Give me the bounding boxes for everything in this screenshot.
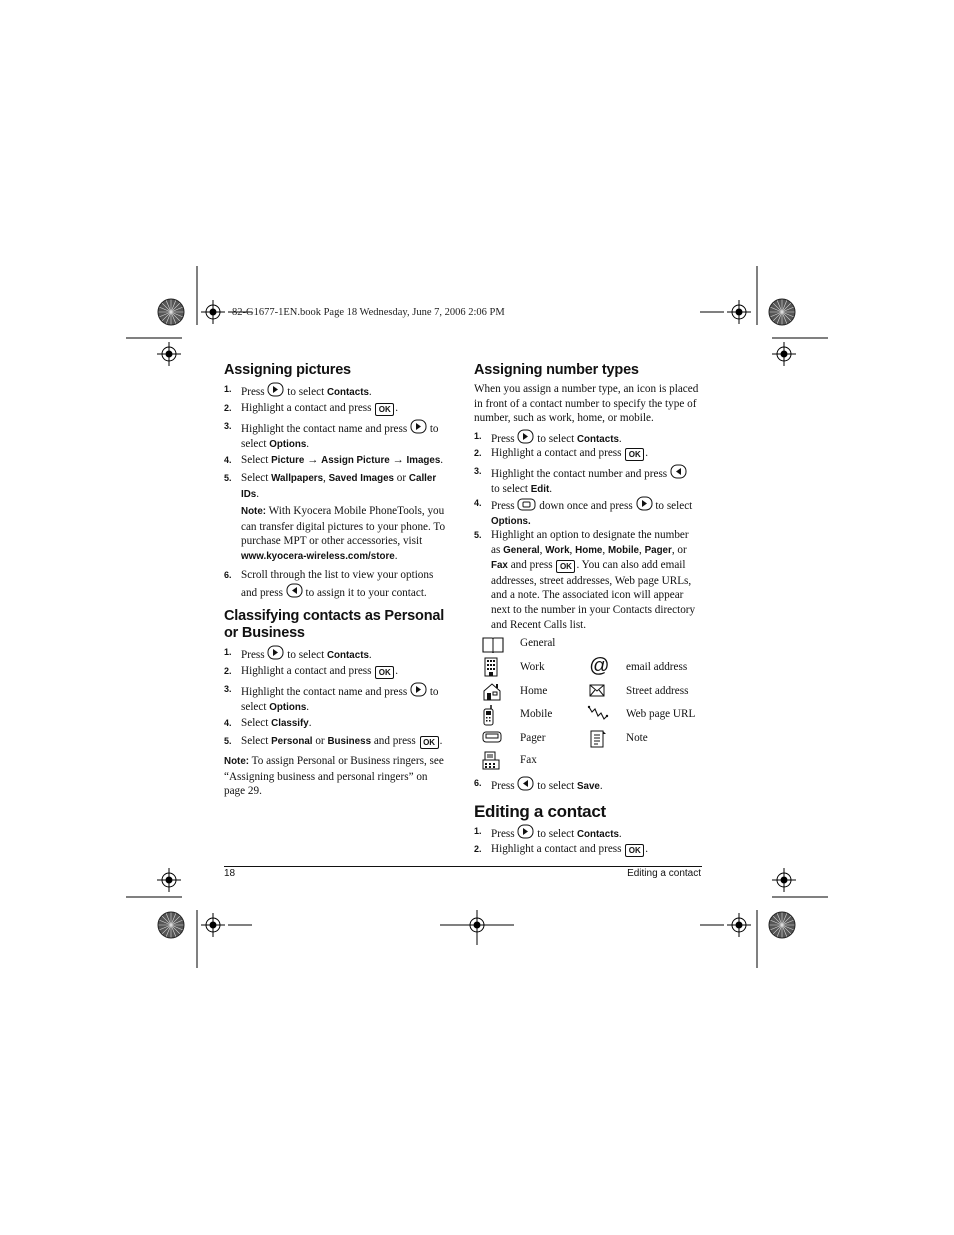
section-title-editing-contact: Editing a contact bbox=[474, 802, 606, 821]
step-number: 1. bbox=[224, 384, 232, 394]
registration-cross-icon bbox=[201, 300, 225, 324]
icon-label-work: Work bbox=[520, 661, 545, 673]
pager-icon bbox=[482, 730, 502, 744]
ok-key-icon: OK bbox=[420, 736, 439, 749]
step-4: 4. Press down once and press to select Options. bbox=[474, 498, 693, 527]
kyocera-store-link[interactable]: www.kyocera-wireless.com/store bbox=[241, 550, 395, 562]
right-softkey-icon bbox=[267, 382, 284, 397]
note-block: Note: To assign Personal or Business ringers, see “Assigning business and personal ringers” on page 29. bbox=[224, 755, 444, 798]
section-title-classifying: Classifying contacts as Personal or Business bbox=[224, 608, 445, 641]
registration-cross-icon bbox=[157, 342, 181, 366]
step-3: 3. Highlight the contact name and press to select Options. bbox=[224, 421, 439, 450]
note-icon bbox=[589, 729, 607, 749]
left-softkey-icon bbox=[670, 464, 687, 479]
right-softkey-icon bbox=[410, 419, 427, 434]
right-softkey-icon bbox=[267, 645, 284, 660]
registration-cross-icon bbox=[772, 342, 796, 366]
right-softkey-icon bbox=[410, 682, 427, 697]
registration-cross-icon bbox=[157, 868, 181, 892]
icon-label-pager: Pager bbox=[520, 732, 546, 744]
email-icon bbox=[588, 656, 610, 676]
icon-label-fax: Fax bbox=[520, 754, 537, 766]
icon-label-mobile: Mobile bbox=[520, 708, 553, 720]
registration-star-icon bbox=[158, 912, 184, 938]
footer-rule bbox=[224, 866, 702, 867]
fax-icon bbox=[481, 751, 501, 771]
right-softkey-icon bbox=[517, 824, 534, 839]
ok-key-icon: OK bbox=[625, 448, 644, 461]
general-icon bbox=[482, 636, 504, 654]
right-softkey-icon bbox=[517, 429, 534, 444]
mobile-icon bbox=[481, 704, 495, 726]
ok-key-icon: OK bbox=[556, 560, 575, 573]
icon-label-general: General bbox=[520, 637, 556, 649]
registration-star-icon bbox=[769, 912, 795, 938]
section-title-number-types: Assigning number types bbox=[474, 362, 639, 378]
home-icon bbox=[482, 682, 502, 701]
page-number: 18 bbox=[224, 868, 236, 879]
web-page-url-icon bbox=[587, 704, 609, 722]
print-header: 82-G1677-1EN.book Page 18 Wednesday, June 7, 2006 2:06 PM bbox=[232, 307, 505, 318]
step-6: 6. Scroll through the list to view your options and press to assign it to your contact. bbox=[224, 569, 434, 599]
ok-key-icon: OK bbox=[375, 403, 394, 416]
step-5: 5. Highlight an option to designate the number as General, Work, Home, Mobile, Pager, or Fax and press OK . You can also add email addresses, street addresses, Web page URLs, and a note. The associated icon will appear next to the number in your Contacts directory and Recent Calls list. bbox=[474, 529, 696, 631]
ok-key-icon: OK bbox=[625, 844, 644, 857]
footer-section-title: Editing a contact bbox=[627, 868, 701, 879]
registration-star-icon bbox=[158, 299, 184, 325]
work-icon bbox=[483, 657, 499, 677]
note-block: Note: With Kyocera Mobile PhoneTools, you can transfer digital pictures to your phone. To purchase MPT or other accessories, visit www.kyocera-wireless.com/store. bbox=[241, 505, 446, 562]
registration-cross-icon bbox=[727, 913, 751, 937]
svg-text:@: @ bbox=[588, 656, 610, 676]
ok-key-icon: OK bbox=[375, 666, 394, 679]
registration-star-icon bbox=[769, 299, 795, 325]
street-address-icon bbox=[589, 684, 605, 697]
icon-label-note: Note bbox=[626, 732, 648, 744]
step-3: 3. Highlight the contact name and press to select Options. bbox=[224, 684, 439, 713]
right-softkey-icon bbox=[636, 496, 653, 511]
left-softkey-icon bbox=[286, 583, 303, 598]
icon-label-web: Web page URL bbox=[626, 708, 696, 720]
step-3: 3. Highlight the contact number and press to select Edit. bbox=[474, 464, 706, 494]
icon-label-email: email address bbox=[626, 661, 688, 673]
registration-cross-icon bbox=[772, 868, 796, 892]
registration-cross-icon bbox=[727, 300, 751, 324]
registration-cross-icon bbox=[201, 913, 225, 937]
left-softkey-icon bbox=[517, 776, 534, 791]
navigation-key-icon bbox=[517, 498, 536, 511]
intro-paragraph: When you assign a number type, an icon is placed in front of a contact number to specify the type of number, such as work, home, or mobile. bbox=[474, 383, 699, 425]
icon-label-home: Home bbox=[520, 685, 548, 697]
section-title-assigning-pictures: Assigning pictures bbox=[224, 362, 351, 378]
icon-label-street: Street address bbox=[626, 685, 689, 697]
